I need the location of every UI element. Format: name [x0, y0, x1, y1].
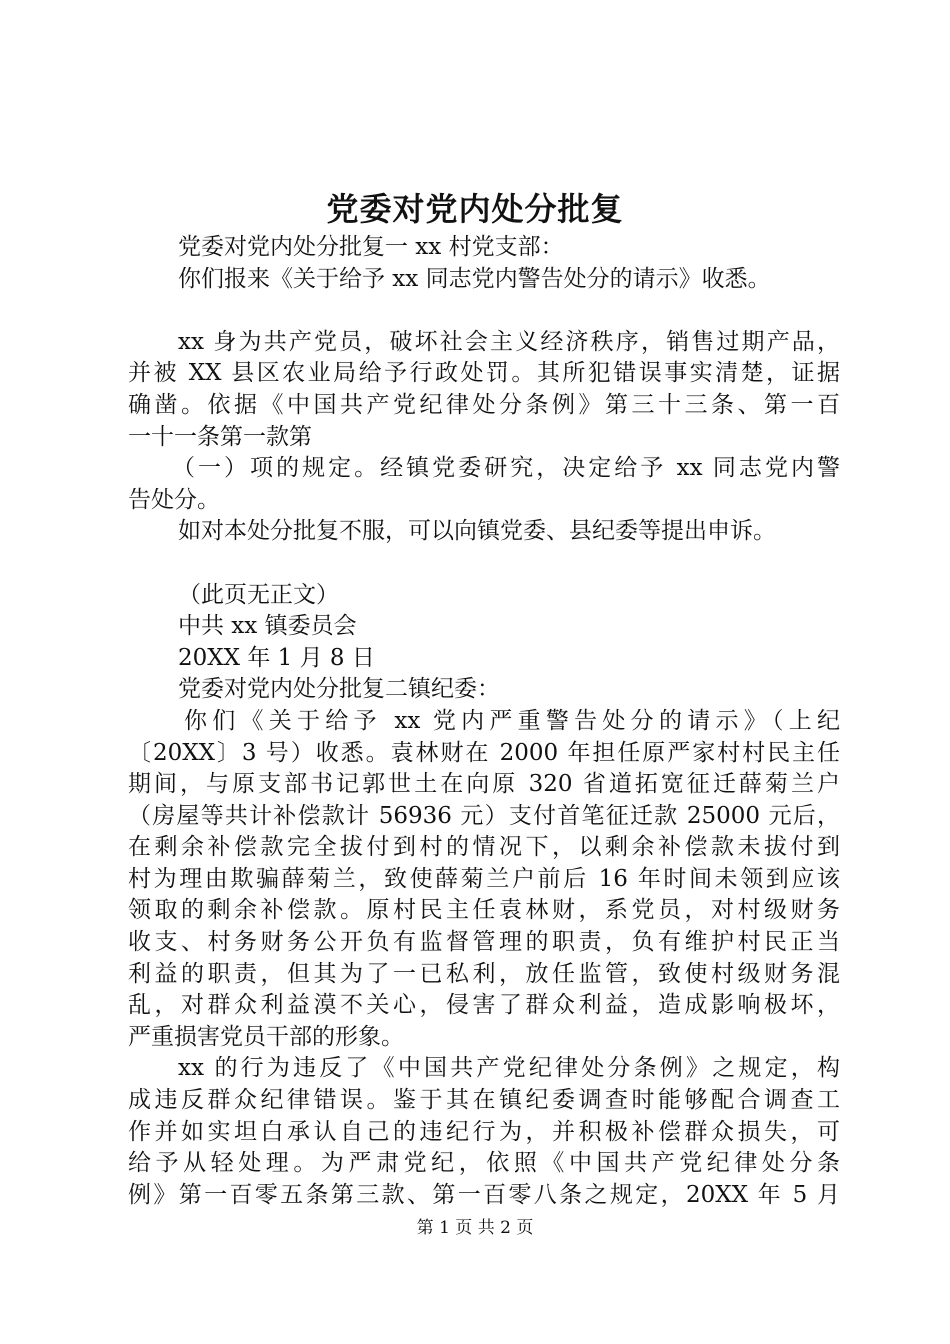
- paragraph-line: xx 的行为违反了《中国共产党纪律处分条例》之规定，构: [178, 1055, 840, 1082]
- paragraph-line: 利益的职责，但其为了一已私利，放任监管，致使村级财务混: [128, 960, 840, 987]
- paragraph-line: 乱，对群众利益漠不关心，侵害了群众利益，造成影响极坏，: [128, 992, 840, 1019]
- paragraph-line: 并被 XX 县区农业局给予行政处罚。其所犯错误事实清楚，证据: [128, 360, 840, 387]
- paragraph-line: 作并如实坦白承认自己的违纪行为，并积极补偿群众损失，可: [128, 1118, 840, 1145]
- blank-line: [128, 548, 840, 580]
- document-body: [128, 232, 840, 1211]
- page-number-footer: 第 1 页 共 2 页: [416, 1218, 534, 1238]
- paragraph-line: 期间，与原支部书记郭世土在向原 320 省道拓宽征迁薛菊兰户: [128, 771, 840, 798]
- paragraph-line: 村为理由欺骗薛菊兰，致使薛菊兰户前后 16 年时间未领到应该: [128, 865, 840, 892]
- paragraph-line: 例》第一百零五条第三款、第一百零八条之规定，20XX 年 5 月: [128, 1181, 840, 1208]
- paragraph-line: 告处分。: [128, 486, 220, 513]
- paragraph-line: 收支、村务财务公开负有监督管理的职责，负有维护村民正当: [128, 929, 840, 956]
- paragraph-line: 领取的剩余补偿款。原村民主任袁林财，系党员，对村级财务: [128, 897, 840, 924]
- paragraph-line: 党委对党内处分批复二镇纪委：: [178, 676, 500, 703]
- document-title: 党委对党内处分批复: [326, 190, 624, 228]
- paragraph-line: 成违反群众纪律错误。鉴于其在镇纪委调查时能够配合调查工: [128, 1087, 840, 1114]
- paragraph-line: 一十一条第一款第: [128, 423, 312, 450]
- paragraph-line: 确凿。依据《中国共产党纪律处分条例》第三十三条、第一百: [128, 391, 840, 418]
- paragraph-line: 在剩余补偿款完全拔付到村的情况下，以剩余补偿款未拔付到: [128, 834, 840, 861]
- paragraph-line: 〔20XX〕3 号）收悉。袁林财在 2000 年担任原严家村村民主任: [128, 739, 840, 766]
- paragraph-line: （房屋等共计补偿款计 56936 元）支付首笔征迁款 25000 元后，: [128, 802, 840, 829]
- paragraph-line: xx 身为共产党员，破坏社会主义经济秩序，销售过期产品，: [178, 328, 840, 355]
- paragraph-line: 你们《关于给予 xx 党内严重警告处分的请示》（上纪: [184, 707, 840, 734]
- paragraph-line: （一）项的规定。经镇党委研究，决定给予 xx 同志党内警: [172, 455, 840, 482]
- paragraph-line: 严重损害党员干部的形象。: [128, 1023, 404, 1050]
- signature-date: 20XX 年 1 月 8 日: [178, 644, 375, 671]
- paragraph-line: 如对本处分批复不服，可以向镇党委、县纪委等提出申诉。: [178, 518, 776, 545]
- paragraph-line: 党委对党内处分批复一 xx 村党支部：: [178, 234, 564, 260]
- signature-org: 中共 xx 镇委员会: [178, 613, 357, 640]
- paragraph-line: 给予从轻处理。为严肃党纪，依照《中国共产党纪律处分条: [128, 1150, 840, 1177]
- paragraph-line: （此页无正文）: [178, 581, 339, 608]
- paragraph-line: 你们报来《关于给予 xx 同志党内警告处分的请示》收悉。: [178, 265, 771, 292]
- blank-line: [128, 295, 840, 327]
